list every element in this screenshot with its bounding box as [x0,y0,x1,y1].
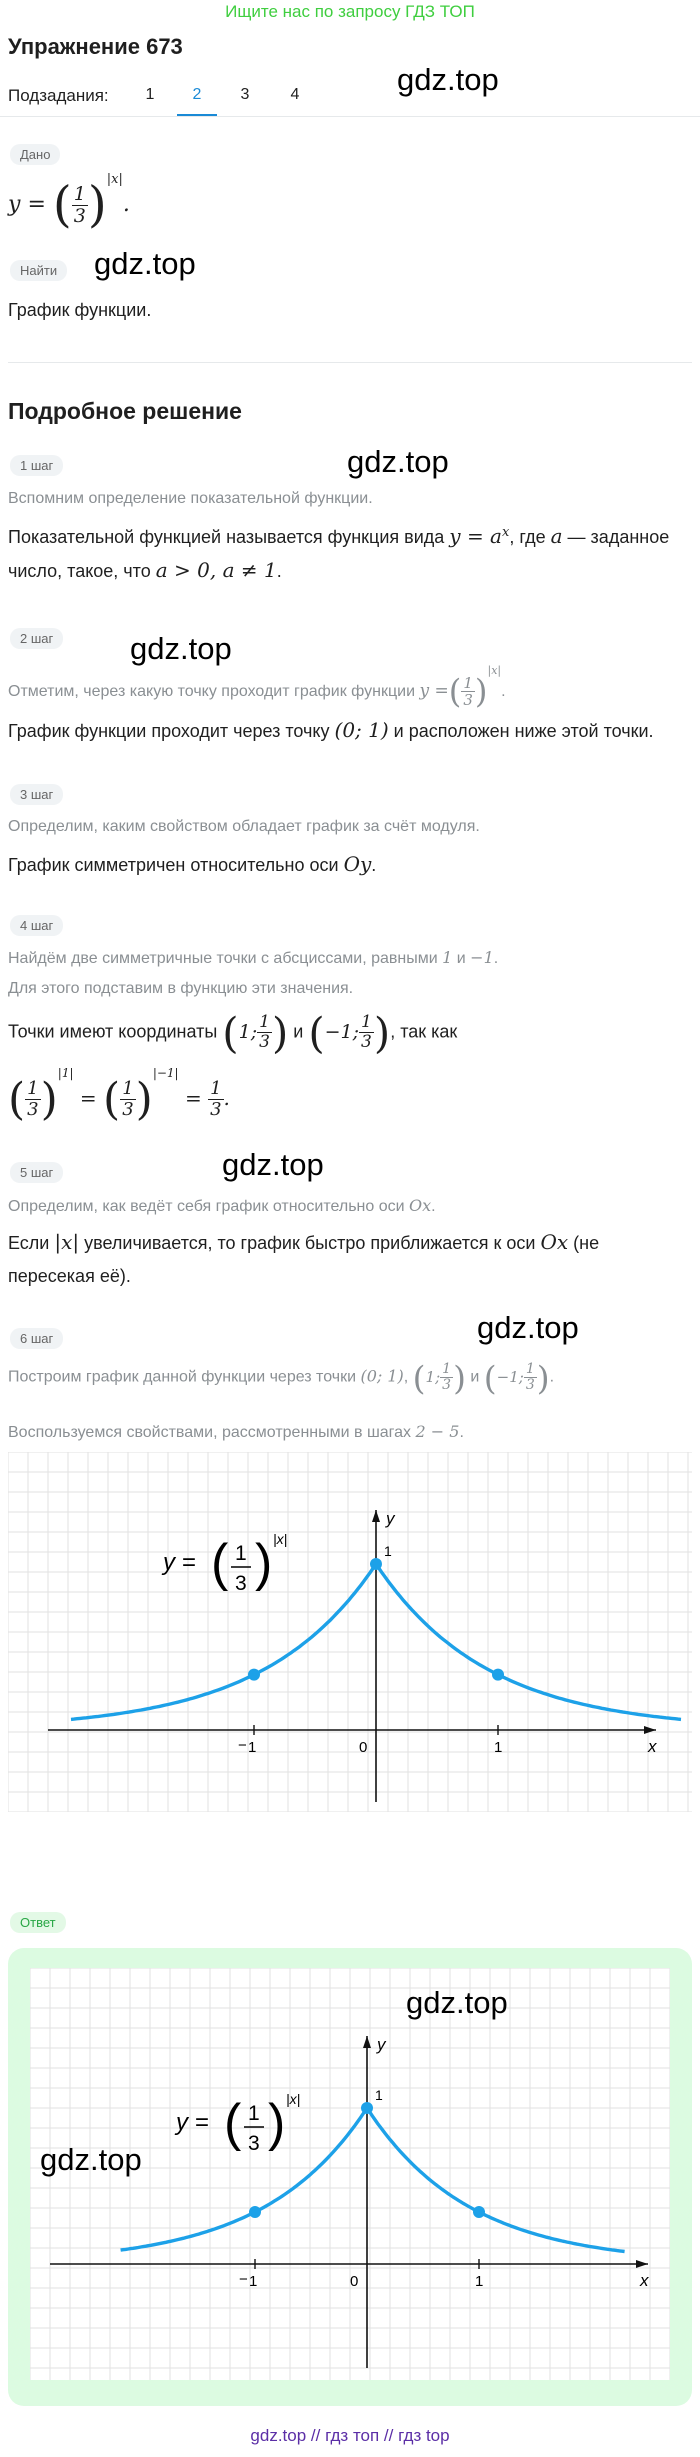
step-text: Показательной функцией называется функция вида $y = a^x$, где a — заданное [8,524,670,548]
y-tick-label-1: 1 [384,1543,392,1559]
x-tick-label-1: 1 [494,1739,503,1756]
graph-formula-lhs: y = [176,2109,209,2136]
y-axis-label: y [377,2035,386,2054]
step-equation: ( $\frac{1}{3}$ )$^{|1|}$ = ( $\frac{1}{3}$ )$^{|-1|}$ = $\frac{1}{3}$ . [8,1066,230,1125]
subtask-tab-1[interactable]: 1 [145,86,155,103]
graph-formula-den: 3 [235,1572,247,1595]
find-chip: Найти [10,260,67,281]
graph-point [249,2206,261,2218]
step-text: Если |x| увеличивается, то график быстро приближается к оси Ox (не [8,1230,600,1254]
x-axis-arrow [636,2260,648,2268]
graph-formula-num: 1 [235,1542,247,1565]
graph-formula-num: 1 [248,2102,260,2125]
graph-point [492,1669,504,1681]
step-hint: Воспользуемся свойствами, рассмотренными в шагах 2 − 5. [8,1422,464,1441]
step-hint: Построим график данной функции через точки (0; 1), (1; $\frac{1}{3}$ ) и (−1; $\frac{1}{3}$ ). [8,1358,555,1397]
watermark: gdz.top [406,1985,508,2020]
watermark: gdz.top [40,2142,142,2177]
given-formula: y = ( $\frac{1}{3}$ )$^{|x|}$. [8,172,130,233]
watermark: gdz.top [222,1147,324,1182]
watermark: gdz.top [130,631,232,666]
divider [8,362,692,363]
given-chip: Дано [10,144,60,165]
step-hint: Найдём две симметричные точки с абсциссами, равными 1 и −1. [8,948,499,967]
watermark: gdz.top [397,62,499,97]
step-hint: Определим, каким свойством обладает график за счёт модуля. [8,818,480,835]
page-title: Упражнение 673 [8,34,183,59]
x-tick-label-minus: − [238,1737,247,1754]
x-tick-label-minus-one: 1 [249,2273,258,2290]
hint-formula: y =( $\frac{1}{3}$ )$^{|x|}$ [419,664,502,711]
graph-formula-paren: ) [268,2094,286,2152]
footer-links[interactable]: gdz.top // гдз топ // гдз top [250,2426,450,2445]
graph-formula-paren: ( [211,1534,229,1592]
subtask-tab-4[interactable]: 4 [290,86,300,103]
step-chip: 3 шаг [10,784,63,805]
step-chip: 4 шаг [10,915,63,936]
step-text: Точки имеют координаты (1; $\frac{1}{3}$ ) и (−1; $\frac{1}{3}$ ), так как [8,1008,458,1057]
graph-formula-exp: |x| [286,2091,301,2107]
top-banner[interactable]: Ищите нас по запросу ГДЗ ТОП [225,2,475,21]
solution-title: Подробное решение [8,398,242,424]
graph-formula-paren: ( [224,2094,242,2152]
x-axis-arrow [644,1726,656,1734]
watermark: gdz.top [94,246,196,281]
graph-point [473,2206,485,2218]
graph-point [248,1669,260,1681]
x-tick-label-minus-one: 1 [248,1739,257,1756]
divider [0,116,700,117]
graph-point [370,1558,382,1570]
graph-formula-den: 3 [248,2132,260,2155]
function-graph [8,1452,692,1812]
x-tick-label-minus: − [239,2271,248,2288]
step-chip: 5 шаг [10,1162,63,1183]
step-text: пересекая её). [8,1266,131,1286]
origin-label: 0 [359,1739,368,1756]
graph-formula-exp: |x| [273,1531,288,1547]
subtask-tab-3[interactable]: 3 [240,86,250,103]
graph-formula-paren: ) [255,1534,273,1592]
x-axis-label: x [648,1737,657,1756]
watermark: gdz.top [477,1310,579,1345]
step-text: График симметричен относительно оси Oy. [8,852,377,876]
x-tick-label-1: 1 [475,2273,484,2290]
find-text: График функции. [8,300,152,320]
step-chip: 6 шаг [10,1328,63,1349]
step-text: График функции проходит через точку (0; 1) и расположен ниже этой точки. [8,718,654,742]
step-hint: Для этого подставим в функцию эти значения. [8,980,354,997]
graph-formula-lhs: y = [163,1549,196,1576]
x-axis-label: x [640,2271,649,2290]
step-chip: 1 шаг [10,455,63,476]
step-chip: 2 шаг [10,628,63,649]
subtask-tab-2[interactable]: 2 [177,84,217,116]
watermark: gdz.top [347,444,449,479]
step-hint: Отметим, через какую точку проходит график функции y =( $\frac{1}{3}$ )$^{|x|}$. [8,664,506,711]
y-tick-label-1: 1 [375,2087,383,2103]
y-axis-label: y [386,1509,395,1528]
step-hint: Определим, как ведёт себя график относительно оси Ox. [8,1196,436,1215]
step-text: число, такое, что a > 0, a ≠ 1. [8,558,282,582]
subtasks-label: Подзадания: [8,86,109,105]
origin-label: 0 [350,2273,359,2290]
answer-chip: Ответ [10,1912,66,1933]
step-hint: Вспомним определение показательной функции. [8,490,373,507]
graph-point [361,2102,373,2114]
